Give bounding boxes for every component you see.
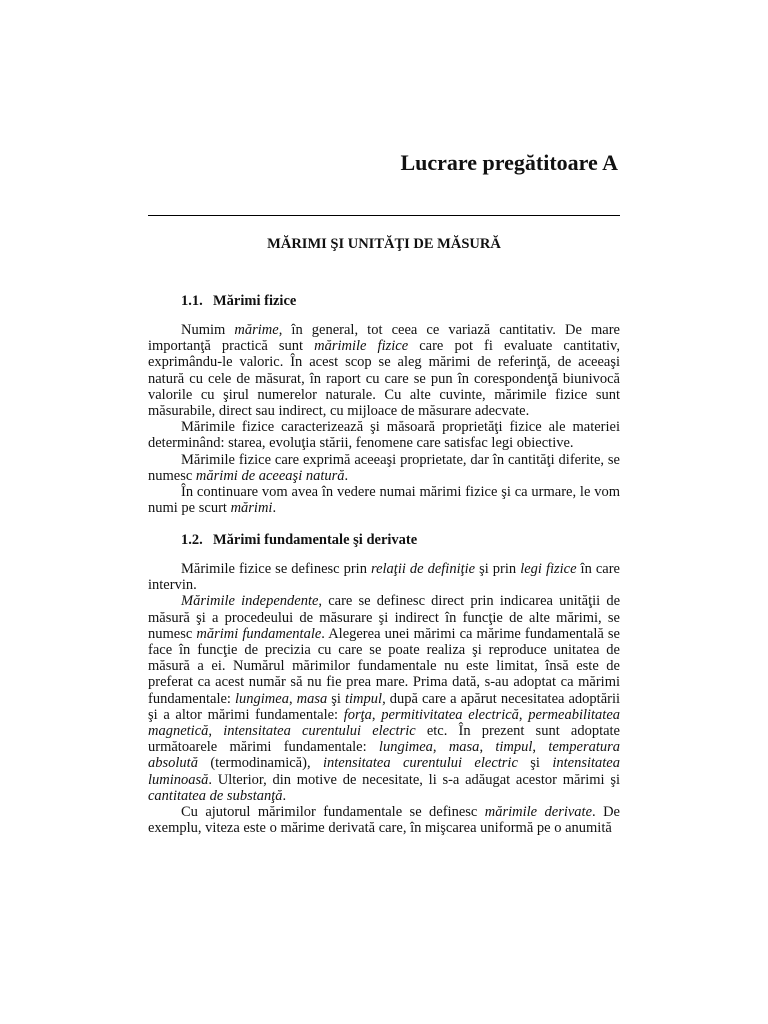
section-heading <box>181 293 620 310</box>
paragraph: Cu ajutorul mărimilor fundamentale se definesc mărimile derivate. De exemplu, viteza este o mărime derivată care, în mişcarea uniformă pe o anumită <box>148 804 620 837</box>
italic-term: timpul <box>345 690 383 707</box>
italic-term: relaţii de definiţie <box>370 561 476 577</box>
paragraph: Numim mărime, în general, tot ceea ce variază cantitativ. De mare importanţă practică sunt mărimile fizice care pot fi evaluate cantitativ, exprimându-le valoric. În acest scop se aleg mărimi de referinţă, de aceeaşi natură cu cele de măsurat, în raport cu care se pun în corespondenţă biunivocă valorile cu şirul numerelor naturale. Cu alte cuvinte, mărimile fizice sunt măsurabile, direct sau indirect, cu mijloace de măsurare adecvate. <box>148 322 620 420</box>
italic-term: legi fizice <box>520 561 577 577</box>
paragraph: În continuare vom avea în vedere numai mărimi fizice şi ca urmare, le vom numi pe scurt mărimi. <box>148 484 620 517</box>
section-marimi-fundamentale <box>148 532 620 836</box>
chapter-title: Lucrare pregătitoare A <box>400 150 618 175</box>
italic-term: masa <box>296 690 328 707</box>
italic-term: temperatura absolută <box>148 739 621 772</box>
italic-term: mărime <box>234 322 279 338</box>
italic-term: lungimea <box>234 690 289 707</box>
section-heading <box>181 532 620 549</box>
italic-term: timpul <box>495 739 533 756</box>
italic-term: Mărimile independente <box>181 593 319 610</box>
horizontal-rule <box>148 215 620 216</box>
section-title: Mărimi fundamentale şi derivate <box>213 532 418 548</box>
section-marimi-fizice <box>148 293 620 516</box>
paragraph: Mărimile fizice care exprimă aceeaşi proprietate, dar în cantităţi diferite, se numesc mărimi de aceeaşi natură. <box>148 451 620 484</box>
paragraph: Mărimile fizice caracterizează şi măsoară proprietăţi fizice ale materiei determinând: starea, evoluţia stării, fenomene care satisfac legi obiective. <box>148 419 620 452</box>
italic-term: intensitatea curentului electric <box>223 723 416 740</box>
italic-term: mărimi de aceeaşi natură <box>195 467 345 484</box>
italic-term: masa <box>448 739 480 756</box>
italic-term: permitivitatea electrică <box>381 706 519 723</box>
italic-term: permeabilitatea magnetică <box>148 706 621 740</box>
italic-term: cantitatea de substanţă <box>148 787 283 804</box>
section-number: 1.2. <box>181 532 203 548</box>
document-title: MĂRIMI ŞI UNITĂŢI DE MĂSURĂ <box>267 236 501 252</box>
italic-term: intensitatea curentului electric <box>322 755 518 772</box>
italic-term: lungimea <box>378 739 433 756</box>
italic-term: mărimile derivate <box>484 804 593 821</box>
italic-term: intensitatea luminoasă <box>148 755 620 788</box>
section-number: 1.1. <box>181 293 203 309</box>
italic-term: forţa <box>343 706 372 723</box>
paragraph: Mărimile independente, care se definesc direct prin indicarea unităţii de măsură şi a procedeului de măsurare şi indirect în funcţie de alte mărimi, se numesc mărimi fundamentale. Alegerea unei mărimi ca mărime fundamentală se face în funcţie de precizia cu care se poate realiza şi reproduce unitatea de măsură a ei. Numărul mărimilor fundamentale nu este limitat, însă este de preferat ca acest număr să nu fie prea mare. Prima dată, s-au adoptat ca mărimi fundamentale: lungimea, masa şi timpul, după care a apărut necesitatea adoptării şi a altor mărimi fundamentale: forţa, permitivitatea electrică, permeabilitatea magnetică, intensitatea curentului electric etc. În prezent sunt adoptate următoarele mărimi fundamentale: lungimea, masa, timpul, temperatura absolută (termodinamică), intensitatea curentului electric şi intensitatea luminoasă. Ulterior, din motive de necesitate, li s-a adăugat acestor mărimi şi cantitatea de substanţă. <box>148 593 621 804</box>
italic-term: mărimi fundamentale <box>196 625 322 642</box>
paragraph: Mărimile fizice se definesc prin relaţii de definiţie şi prin legi fizice în care intervin. <box>148 561 620 594</box>
section-title: Mărimi fizice <box>213 293 297 309</box>
italic-term: mărimile fizice <box>314 338 409 355</box>
italic-term: mărimi <box>230 500 273 517</box>
